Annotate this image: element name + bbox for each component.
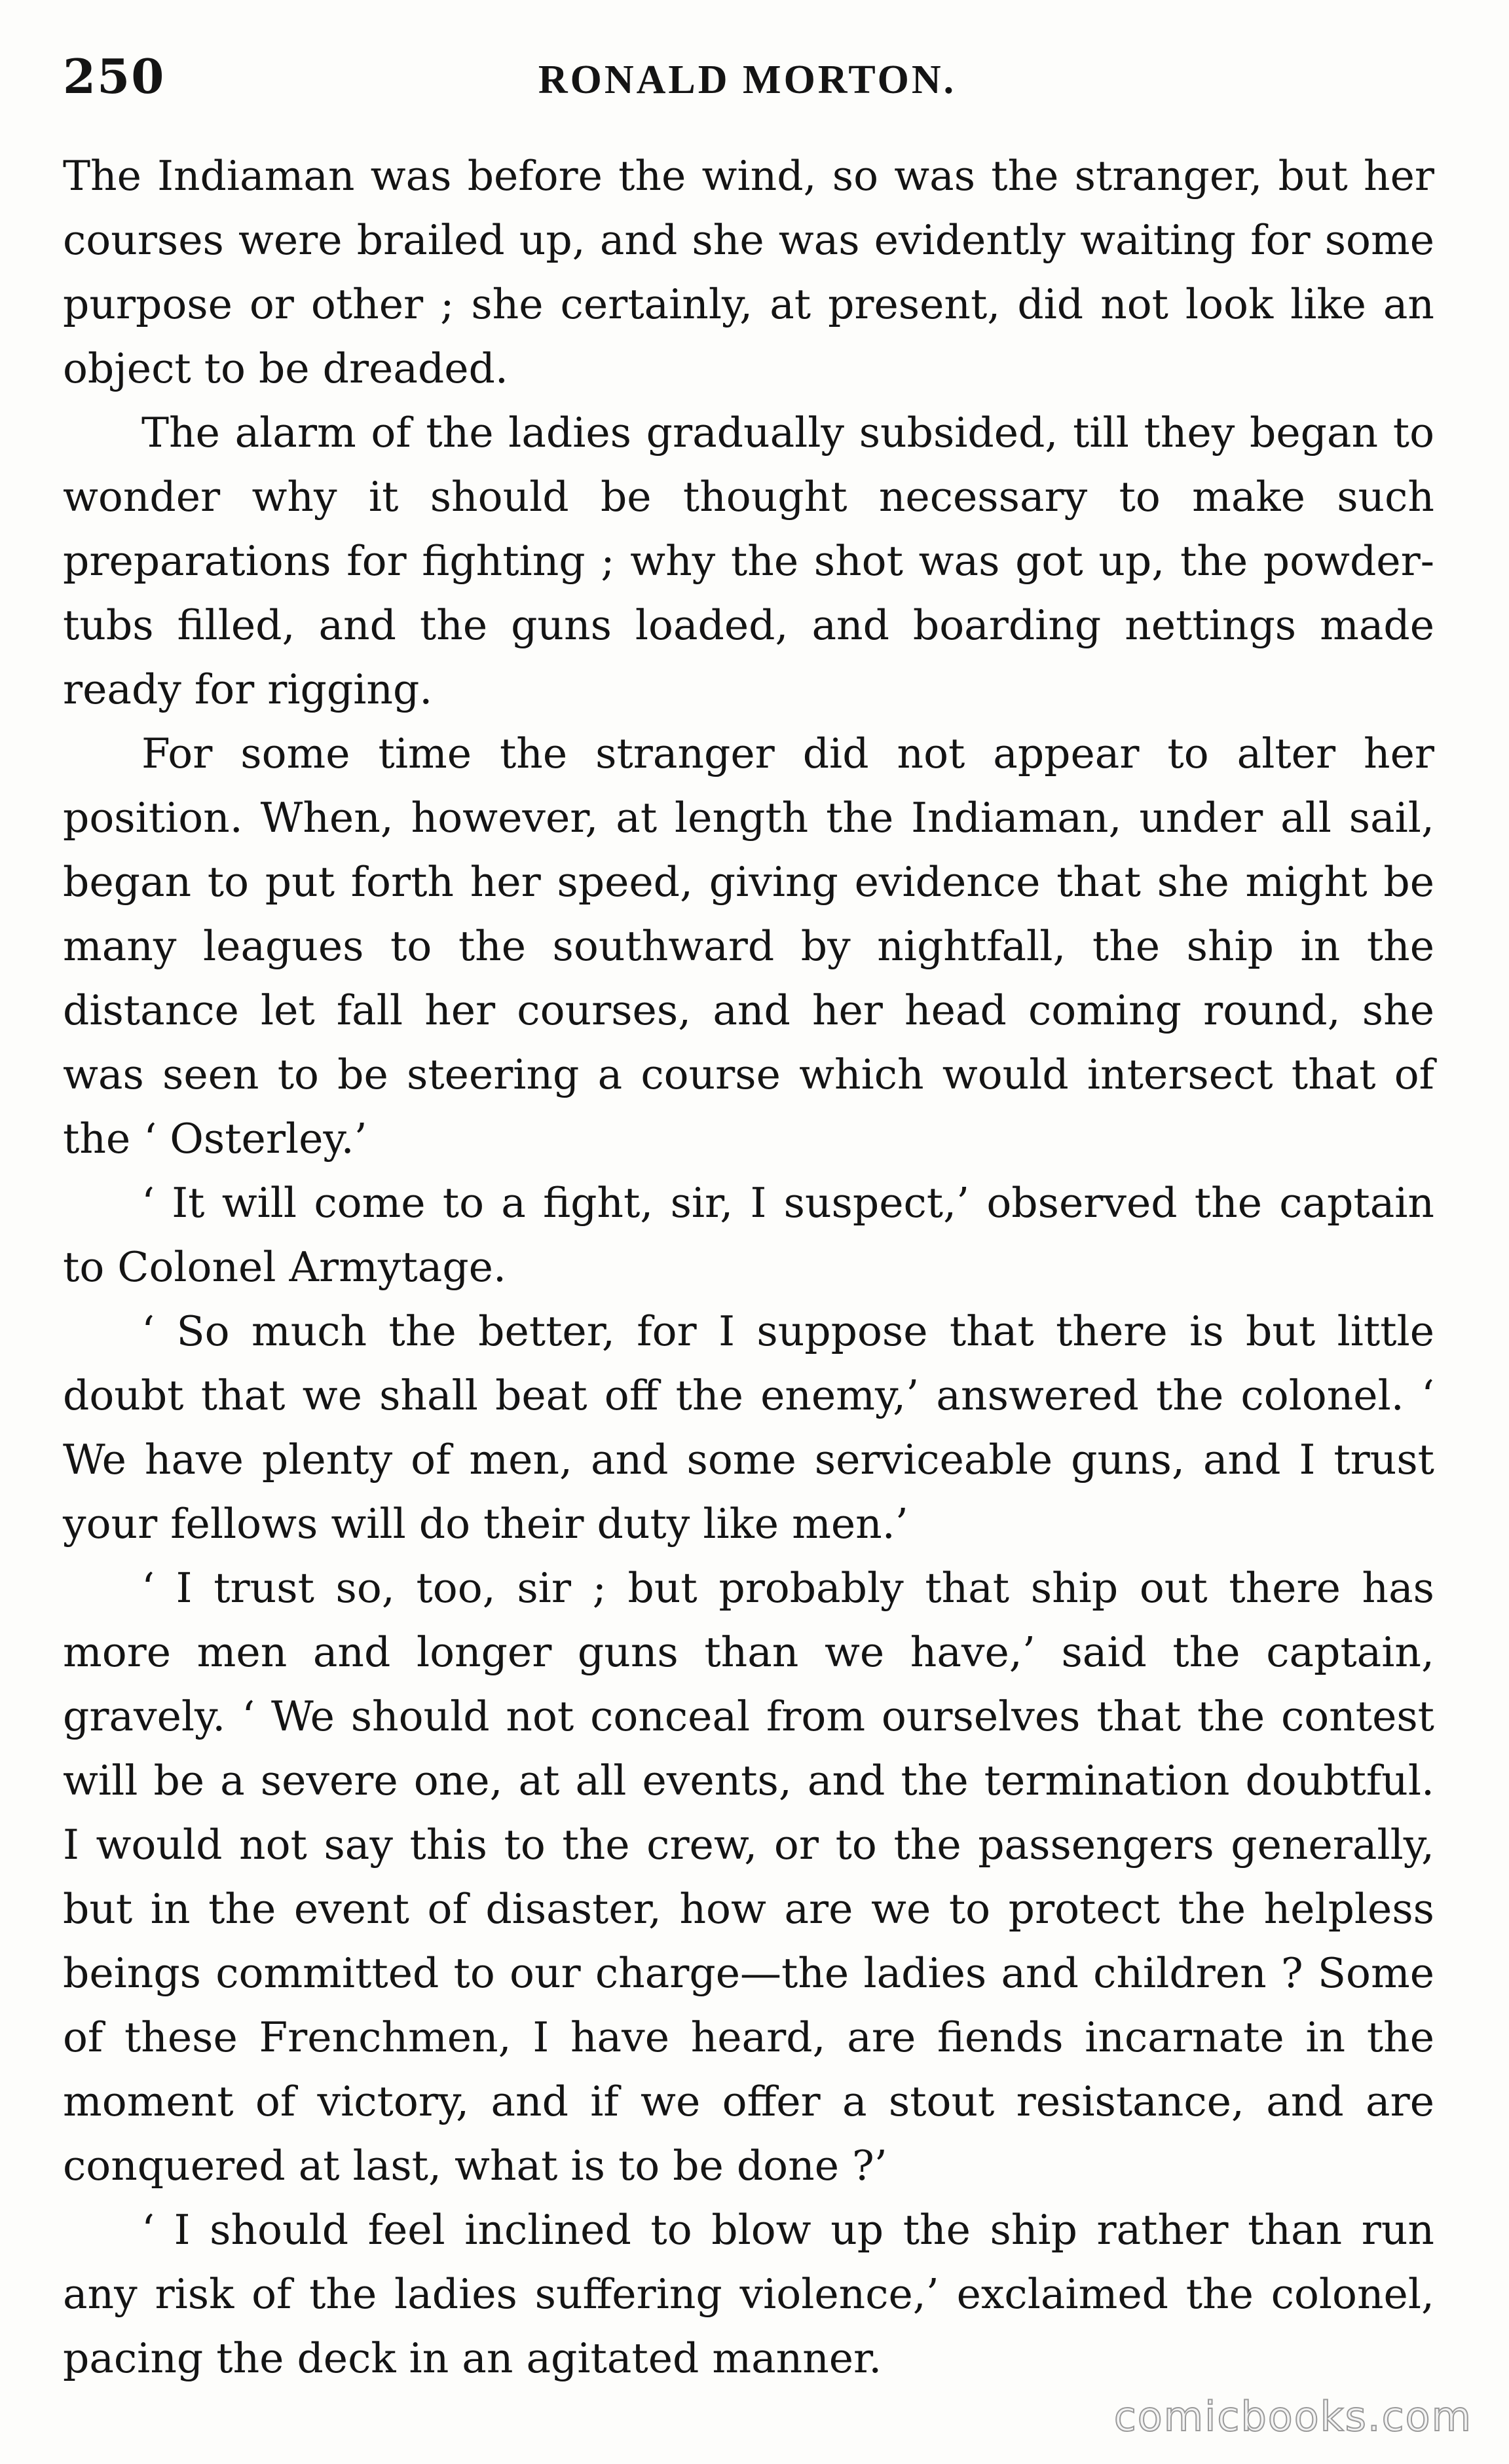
paragraph: ‘ It will come to a fight, sir, I suspect,’ observed the captain to Colonel Armytage. xyxy=(63,1179,1434,1291)
running-head: RONALD MORTON. xyxy=(538,58,957,102)
paragraph: The alarm of the ladies gradually subsided, till they began to wonder why it should be thought necessary to make such preparations for fighting ; why the shot was got up, the powder-tubs filled, and the guns loaded, and boarding nettings made ready for rigging. xyxy=(63,409,1434,713)
paragraph: ‘ I should feel inclined to blow up the ship rather than run any risk of the ladies suffering violence,’ exclaimed the colonel, pacing the deck in an agitated manner. xyxy=(63,2206,1434,2382)
paragraph: ‘ I trust so, too, sir ; but probably that ship out there has more men and longer guns than we have,’ said the captain, gravely. ‘ We should not conceal from ourselves that the contest will be a severe one, at all events, and the termination doubtful. I would not say this to the crew, or to the passengers generally, but in the event of disaster, how are we to protect the helpless beings committed to our charge—the ladies and children ? Some of these Frenchmen, I have heard, are fiends incarnate in the moment of victory, and if we offer a stout resistance, and are conquered at last, what is to be done ?’ xyxy=(63,1564,1434,2190)
paragraph: The Indiaman was before the wind, so was the stranger, but her courses were brailed up, and she was evidently waiting for some purpose or other ; she certainly, at present, did not look like an object to be dreaded. xyxy=(63,152,1434,392)
page-number: 250 xyxy=(63,48,166,104)
paragraph: For some time the stranger did not appear to alter her position. When, however, at length the Indiaman, under all sail, began to put forth her speed, giving evidence that she might be many leagues to the southward by nightfall, the ship in the distance let fall her courses, and her head coming round, she was seen to be steering a course which would intersect that of the ‘ Osterley.’ xyxy=(63,730,1434,1163)
body-text xyxy=(63,144,1434,2391)
page-header xyxy=(63,41,1432,113)
paragraph: ‘ So much the better, for I suppose that there is but little doubt that we shall beat off the enemy,’ answered the colonel. ‘ We have plenty of men, and some serviceable guns, and I trust your fellows will do their duty like men.’ xyxy=(63,1307,1434,1548)
watermark: comicbooks.com xyxy=(1113,2393,1472,2440)
